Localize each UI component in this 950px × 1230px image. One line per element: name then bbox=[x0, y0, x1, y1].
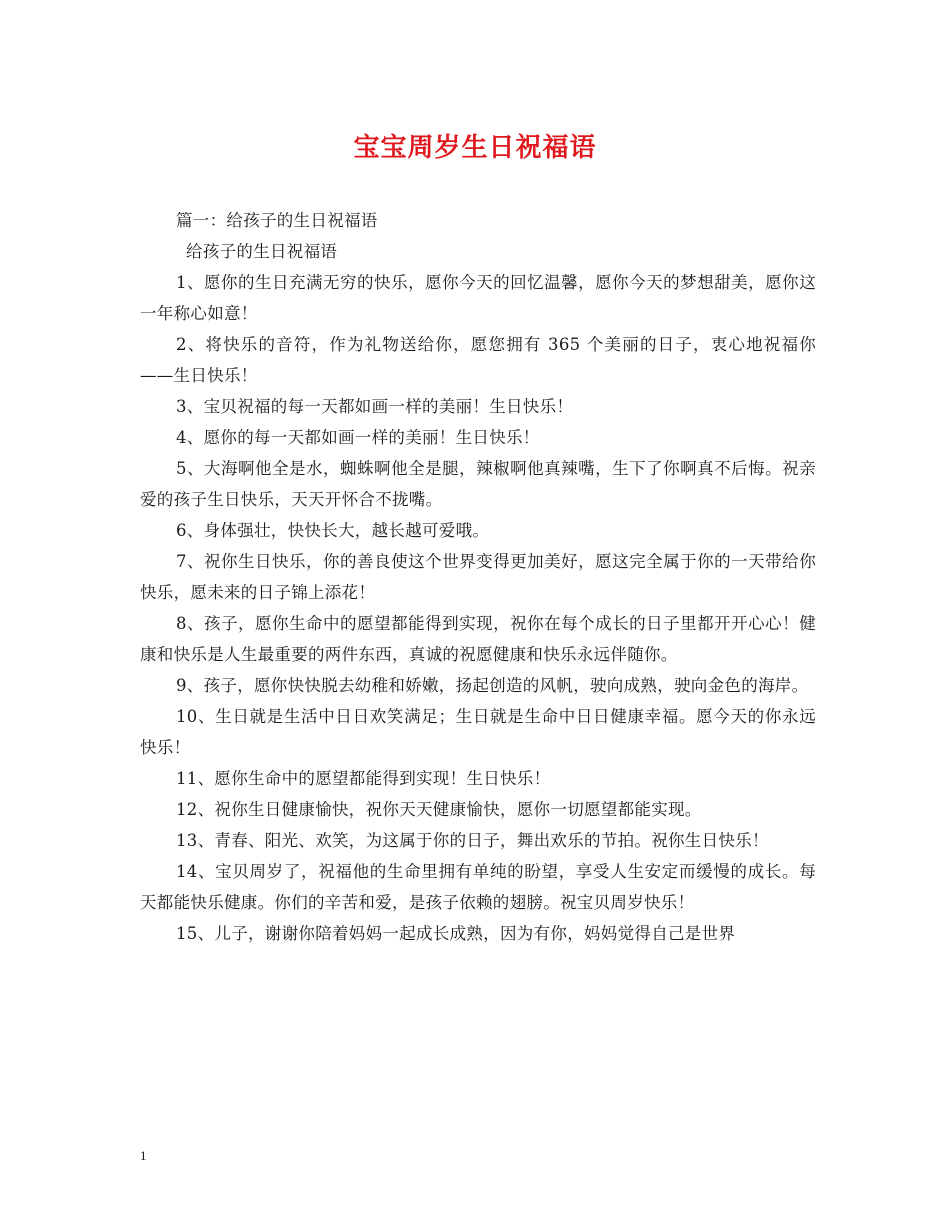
document-title: 宝宝周岁生日祝福语 bbox=[353, 133, 597, 163]
paragraph-8: 8、孩子，愿你生命中的愿望都能得到实现，祝你在每个成长的日子里都开开心心！健康和快乐是人生最重要的两件东西，真诚的祝愿健康和快乐永远伴随你。 bbox=[140, 614, 816, 664]
document-body bbox=[140, 205, 816, 949]
paragraph-14: 14、宝贝周岁了，祝福他的生命里拥有单纯的盼望，享受人生安定而缓慢的成长。每天都能快乐健康。你们的辛苦和爱，是孩子依赖的翅膀。祝宝贝周岁快乐！ bbox=[140, 862, 816, 912]
sub-heading: 给孩子的生日祝福语 bbox=[186, 242, 338, 261]
section-heading: 篇一：给孩子的生日祝福语 bbox=[176, 211, 378, 230]
paragraph-4: 4、愿你的每一天都如画一样的美丽！生日快乐！ bbox=[176, 428, 540, 447]
paragraph-3: 3、宝贝祝福的每一天都如画一样的美丽！生日快乐！ bbox=[176, 397, 574, 416]
paragraph-2: 2、将快乐的音符，作为礼物送给你，愿您拥有 365 个美丽的日子，衷心地祝福你——生日快乐！ bbox=[140, 335, 816, 385]
paragraph-13: 13、青春、阳光、欢笑，为这属于你的日子，舞出欢乐的节拍。祝你生日快乐！ bbox=[176, 831, 769, 850]
paragraph-12: 12、祝你生日健康愉快，祝你天天健康愉快，愿你一切愿望都能实现。 bbox=[176, 800, 702, 819]
paragraph-5: 5、大海啊他全是水，蜘蛛啊他全是腿，辣椒啊他真辣嘴，生下了你啊真不后悔。祝亲爱的孩子生日快乐，天天开怀合不拢嘴。 bbox=[140, 459, 816, 509]
paragraph-6: 6、身体强壮，快快长大，越长越可爱哦。 bbox=[176, 521, 490, 540]
paragraph-11: 11、愿你生命中的愿望都能得到实现！生日快乐！ bbox=[176, 769, 551, 788]
paragraph-7: 7、祝你生日快乐，你的善良使这个世界变得更加美好，愿这完全属于你的一天带给你快乐，愿未来的日子锦上添花！ bbox=[140, 552, 816, 602]
paragraph-10: 10、生日就是生活中日日欢笑满足；生日就是生命中日日健康幸福。愿今天的你永远快乐！ bbox=[140, 707, 816, 757]
page-number: 1 bbox=[140, 1148, 147, 1163]
paragraph-15: 15、儿子，谢谢你陪着妈妈一起成长成熟，因为有你，妈妈觉得自己是世界 bbox=[176, 924, 736, 943]
paragraph-1: 1、愿你的生日充满无穷的快乐，愿你今天的回忆温馨，愿你今天的梦想甜美，愿你这一年称心如意！ bbox=[140, 273, 816, 323]
paragraph-9: 9、孩子，愿你快快脱去幼稚和娇嫩，扬起创造的风帆，驶向成熟，驶向金色的海岸。 bbox=[176, 676, 809, 695]
